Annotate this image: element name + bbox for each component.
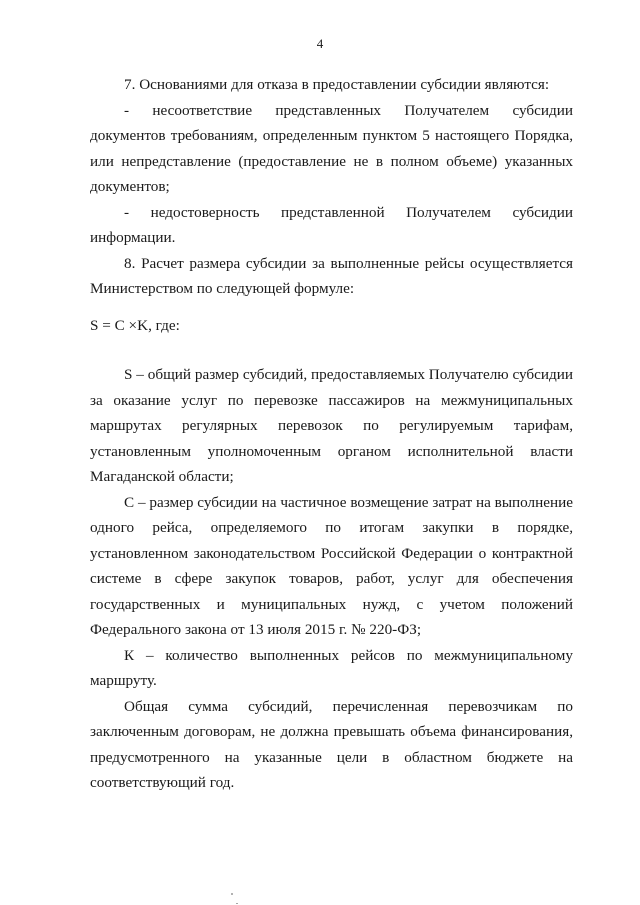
paragraph-7-item-2-tail: информации. [90, 229, 176, 246]
definition-k: К – количество выполненных рейсов по межмуниципальному маршруту. [90, 646, 573, 689]
item-2-word: - [124, 203, 130, 221]
paragraph-7-item-2-line [90, 200, 573, 226]
page-number: 4 [316, 36, 324, 51]
scan-speck [236, 903, 238, 904]
subsidy-formula: S = C ×K, где: [90, 316, 180, 334]
paragraph-8-intro: 8. Расчет размера субсидии за выполненные рейсы осуществляется Министерством по следующей формуле: [90, 254, 573, 297]
item-2-word: недостоверность [150, 203, 260, 221]
definition-c: С – размер субсидии на частичное возмещение затрат на выполнение одного рейса, определяемого по итогам закупки в порядке, установленном законодательством Российской Федерации о контрактной системе в сфере закупок товаров, работ, услуг для обеспечения государственных и муниципальных нужд, с учетом положений Федерального закона от 13 июля 2015 г. № 220-ФЗ; [90, 493, 573, 638]
item-2-word: Получателем [406, 203, 491, 221]
scan-speck [231, 893, 233, 895]
definition-s: S – общий размер субсидий, предоставляемых Получателю субсидии за оказание услуг по перевозке пассажиров на межмуниципальных маршрутах регулярных перевозок по регулируемым тарифам, установленным уполномоченным органом исполнительной власти Магаданской области; [90, 366, 573, 485]
paragraph-7-heading: 7. Основаниями для отказа в предоставлении субсидии являются: [124, 76, 550, 93]
item-2-word: субсидии [512, 203, 573, 221]
total-subsidy-paragraph: Общая сумма субсидий, перечисленная перевозчикам по заключенным договорам, не должна превышать объема финансирования, предусмотренного на указанные цели в областном бюджете на соответствующий год. [90, 697, 573, 791]
paragraph-7-item-1: - несоответствие представленных Получателем субсидии документов требованиям, определенным пунктом 5 настоящего Порядка, или непредставление (предоставление не в полном объеме) указанных документов; [90, 101, 573, 195]
document-body [90, 72, 573, 796]
item-2-word: представленной [281, 203, 385, 221]
